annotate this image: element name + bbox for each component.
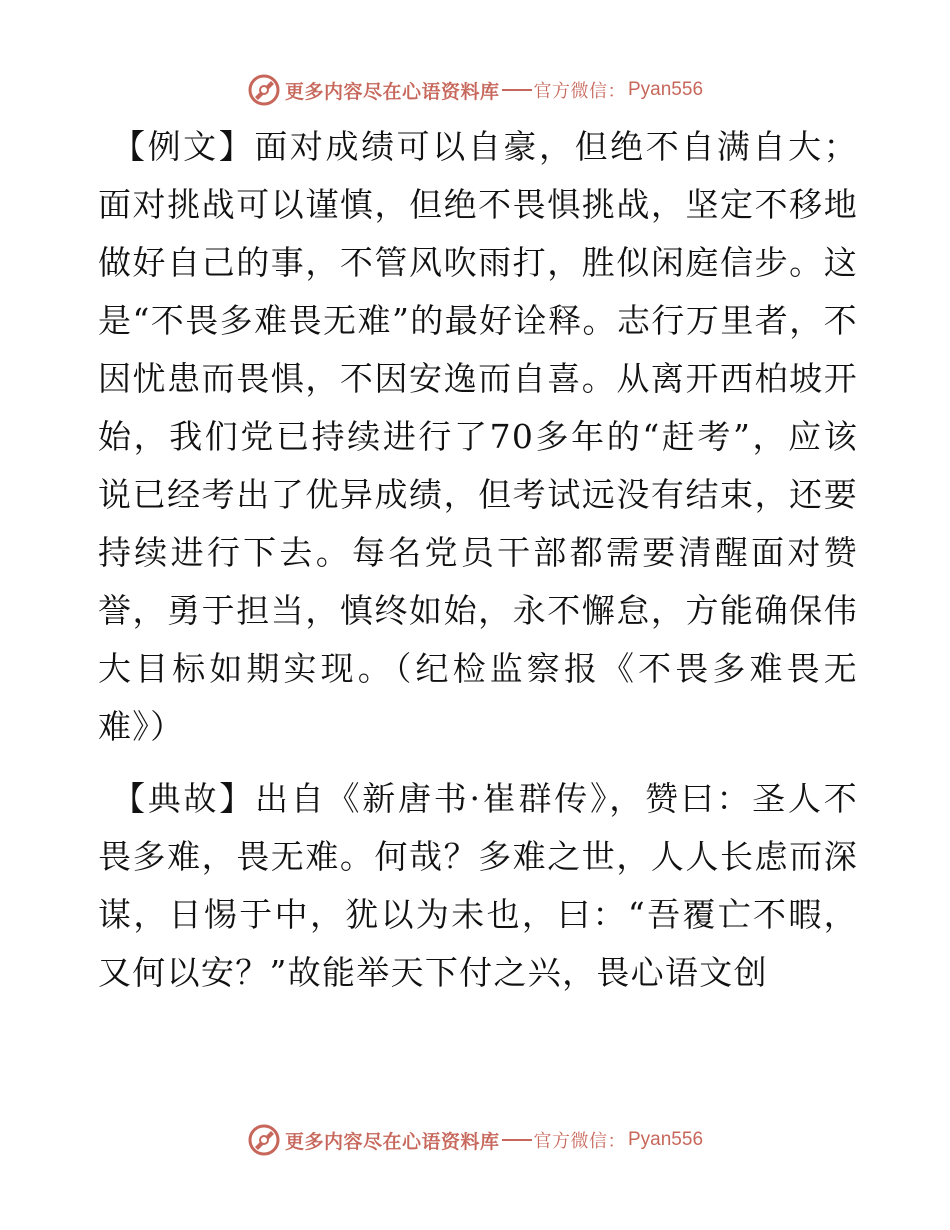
example-paragraph: 【例文】面对成绩可以自豪，但绝不自满自大；面对挑战可以谨慎，但绝不畏惧挑战，坚定不移地做好自己的事，不管风吹雨打，胜似闲庭信步。这是“不畏多难畏无难”的最好诠释。志行万里者，不因忧患而畏惧，不因安逸而自喜。从离开西柏坡开始，我们党已持续进行了70多年的“赶考”，应该说已经考出了优异成绩，但考试远没有结束，还要持续进行下去。每名党员干部都需要清醒面对赞誉，勇于担当，慎终如始，永不懈怠，方能确保伟大目标如期实现。（纪检监察报《不畏多难畏无难》） [98,127,858,746]
allusion-paragraph: 【典故】出自《新唐书·崔群传》，赞曰：圣人不畏多难，畏无难。何哉？多难之世，人人长虑而深谋，日惕于中，犹以为未也，曰：“吾覆亡不暇，又何以安？”故能举天下付之兴，畏心语文创 [98,779,858,992]
brand-logo-icon [247,1123,281,1157]
watermark-dash [502,1139,532,1141]
watermark-text: 更多内容尽在心语资料库 [284,80,500,103]
watermark-text: 更多内容尽在心语资料库 [284,1130,500,1153]
watermark-wechat-id: Pyan556 [628,1129,704,1150]
watermark-dash [502,89,532,91]
brand-logo-icon [247,73,281,107]
watermark-header [0,70,950,110]
watermark-footer [0,1120,950,1160]
watermark-wechat-id: Pyan556 [628,79,704,100]
watermark-wechat-label: 官方微信： [533,1131,626,1152]
watermark-wechat-label: 官方微信： [533,81,626,102]
